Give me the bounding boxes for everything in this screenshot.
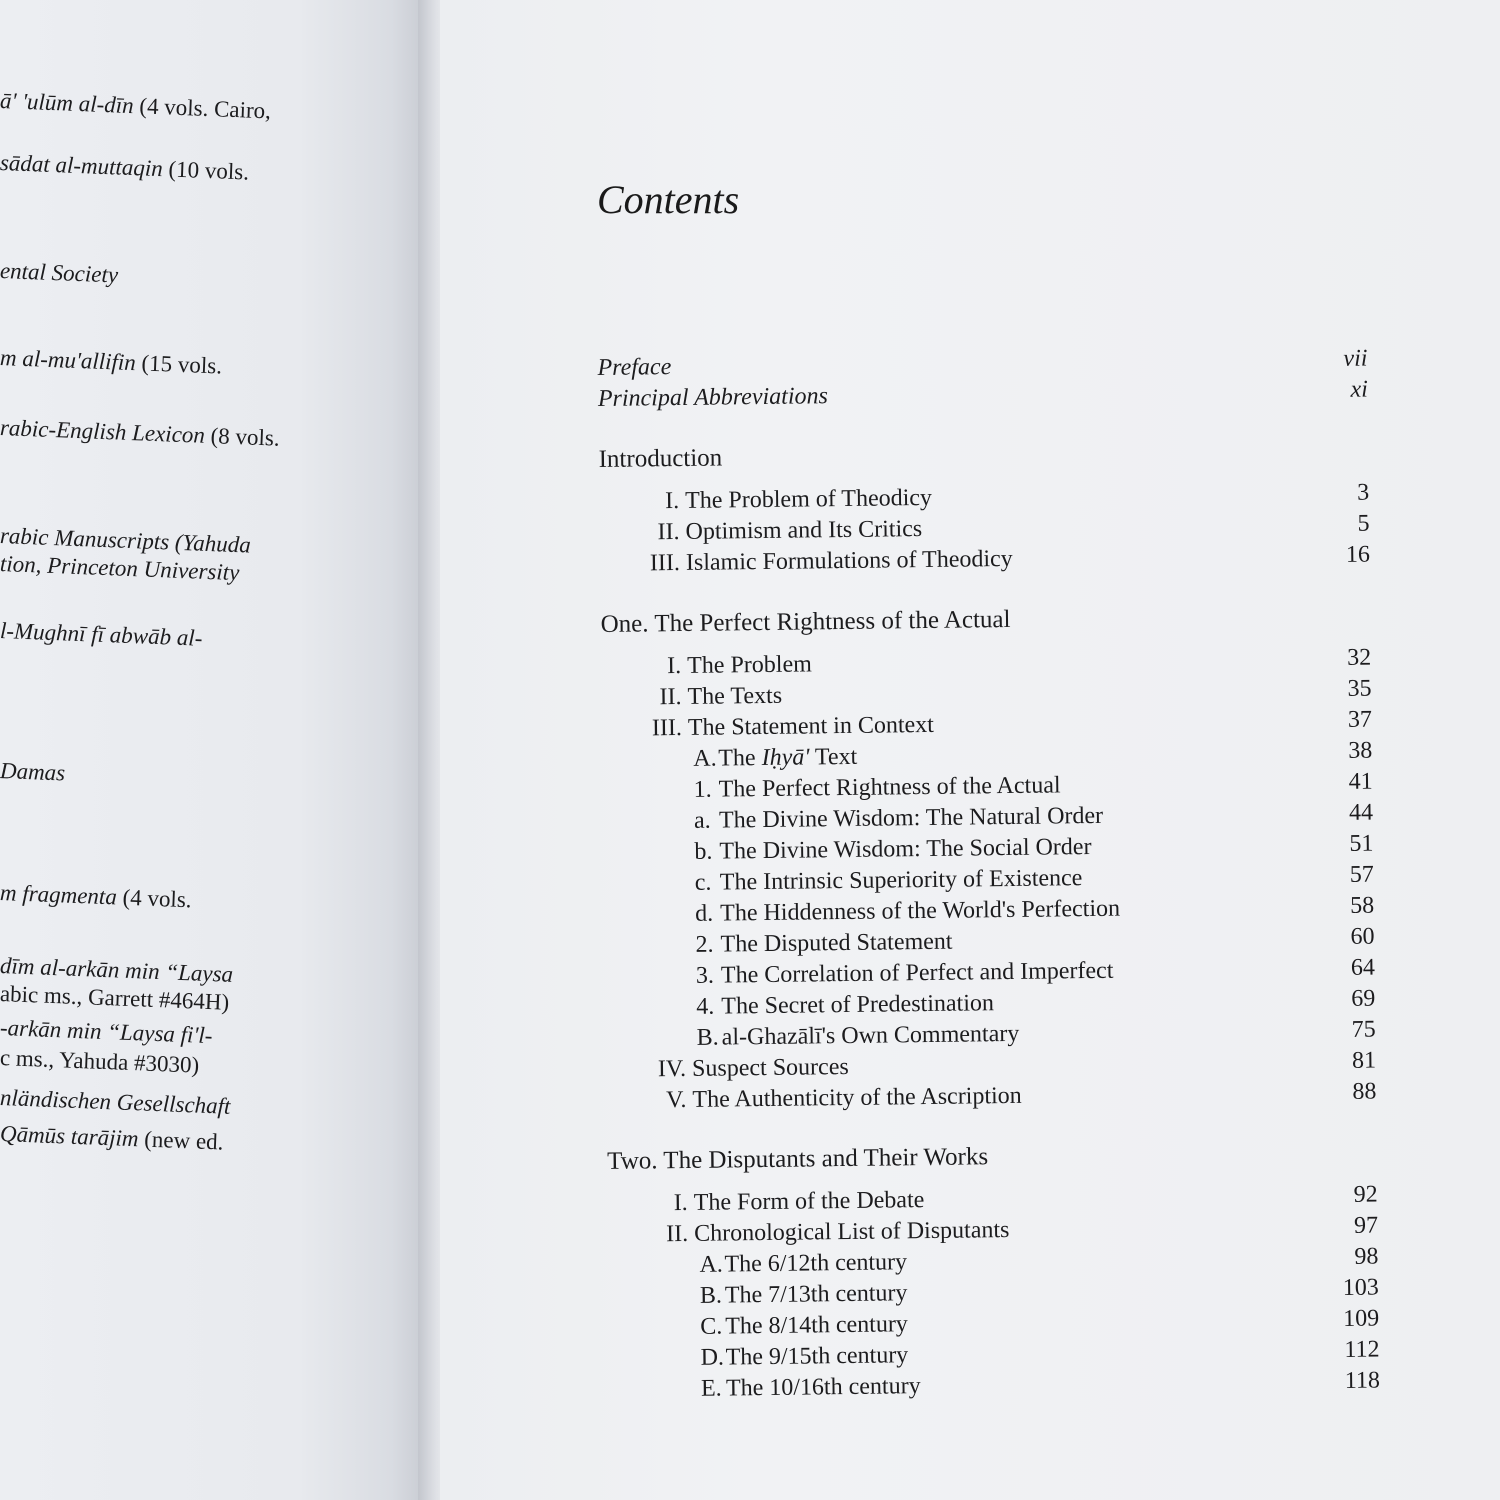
entry-marker: 4. <box>696 993 715 1020</box>
left-page-line <box>0 258 119 289</box>
left-page-line <box>0 415 280 452</box>
page-number: 32 <box>1346 644 1372 671</box>
entry-marker: IV. <box>657 1055 687 1083</box>
page-number: 3 <box>1356 479 1370 506</box>
entry-label: Principal Abbreviations <box>597 383 829 412</box>
chapter-heading <box>600 599 1370 648</box>
left-page <box>0 0 425 1500</box>
entry-marker: I. <box>664 488 680 515</box>
left-page-line <box>0 758 66 786</box>
entry-label: The Disputed Statement <box>720 928 953 958</box>
page-number: 112 <box>1344 1336 1380 1363</box>
line-segment: Damas <box>0 758 66 786</box>
chapter-heading <box>598 434 1368 483</box>
entry-label: Chronological List of Disputants <box>693 1217 1010 1247</box>
line-segment: -arkān min “Laysa fi'l- <box>0 1015 213 1049</box>
line-segment: Qāmūs tarājim <box>0 1121 140 1152</box>
entry-label: Preface <box>597 354 672 381</box>
entry-marker: B. <box>699 1282 723 1309</box>
entry-marker: I. <box>673 1189 688 1217</box>
page-number: 35 <box>1347 675 1372 702</box>
line-segment: abic ms., Garrett #464H) <box>0 981 230 1015</box>
entry-marker: II. <box>659 683 682 711</box>
left-page-line <box>0 880 192 913</box>
entry-marker: b. <box>694 838 713 865</box>
entry-marker: 2. <box>695 931 714 958</box>
entry-marker: V. <box>666 1086 687 1114</box>
entry-label: Introduction <box>598 444 723 473</box>
entry-label: The 10/16th century <box>725 1373 921 1402</box>
left-page-line <box>0 345 222 380</box>
line-segment: c ms., Yahuda #3030) <box>0 1045 200 1078</box>
page-number: 88 <box>1352 1078 1377 1105</box>
page-number: 41 <box>1348 768 1373 795</box>
line-segment: m fragmenta <box>0 880 118 910</box>
line-segment: l-Mughnī fī abwāb al- <box>0 618 203 651</box>
entry-label: The Form of the Debate <box>693 1187 925 1216</box>
line-segment: (4 vols. <box>116 884 193 913</box>
entry-label: The <box>718 745 762 772</box>
page-number: 58 <box>1349 892 1375 919</box>
page-number: 60 <box>1350 923 1375 950</box>
chapter-heading <box>607 1136 1377 1185</box>
left-page-line <box>0 618 203 652</box>
line-segment: ental Society <box>0 258 119 288</box>
left-page-line <box>0 88 271 124</box>
page-number: 44 <box>1348 799 1374 826</box>
table-of-contents <box>597 316 1380 1406</box>
page-number: 37 <box>1347 706 1373 733</box>
page-number: 64 <box>1350 954 1376 981</box>
entry-marker: 3. <box>695 962 715 989</box>
entry-label: The Secret of Predestination <box>721 990 995 1020</box>
page-number: 98 <box>1354 1243 1379 1270</box>
page-number: 103 <box>1342 1274 1379 1301</box>
entry-label-italic: Iḥyā' <box>761 744 810 772</box>
page-number: 5 <box>1357 510 1370 537</box>
entry-label-rest: Text <box>809 743 858 771</box>
entry-label: The Texts <box>687 682 783 710</box>
entry-label: The Statement in Context <box>687 711 935 741</box>
page-number: vii <box>1343 345 1368 372</box>
line-segment: (8 vols. <box>204 422 281 451</box>
entry-label: The Problem <box>687 651 812 679</box>
entry-label: The Authenticity of the Ascription <box>692 1082 1022 1113</box>
entry-marker: C. <box>700 1313 723 1340</box>
entry-marker: d. <box>695 900 714 927</box>
line-segment: dīm al-arkān min “Laysa <box>0 953 234 987</box>
line-segment: (new ed. <box>138 1126 224 1155</box>
left-page-line <box>0 150 249 186</box>
page-number: 69 <box>1351 985 1376 1012</box>
entry-label: One. The Perfect Rightness of the Actual <box>600 605 1011 638</box>
line-segment: ā' 'ulūm al-dīn <box>0 88 135 119</box>
left-page-line <box>0 1121 224 1156</box>
entry-marker: III. <box>649 550 681 577</box>
line-segment: nländischen Gesellschaft <box>0 1085 231 1119</box>
entry-label: Islamic Formulations of Theodicy <box>685 545 1013 576</box>
entry-label: The Problem of Theodicy <box>684 484 933 514</box>
entry-label: The Correlation of Perfect and Imperfect <box>720 957 1114 989</box>
entry-label: The 7/13th century <box>724 1280 908 1309</box>
entry-label: The Perfect Rightness of the Actual <box>718 772 1061 803</box>
page-number: 118 <box>1344 1367 1381 1394</box>
line-segment: rabic Manuscripts (Yahuda <box>0 523 252 558</box>
page-number: 81 <box>1351 1047 1377 1074</box>
entry-marker: A. <box>693 745 717 772</box>
left-page-line <box>0 1085 231 1120</box>
entry-label: Suspect Sources <box>691 1053 849 1082</box>
line-segment: m al-mu'allifin <box>0 345 137 376</box>
entry-marker: 1. <box>693 776 712 803</box>
entry-marker: II. <box>657 519 680 546</box>
entry-label: Optimism and Its Critics <box>685 516 923 545</box>
line-segment: tion, Princeton University <box>0 551 240 586</box>
line-segment: rabic-English Lexicon <box>0 415 206 448</box>
left-page-line <box>0 1045 200 1079</box>
entry-marker: B. <box>696 1024 719 1051</box>
line-segment: (10 vols. <box>162 156 250 185</box>
page-number: 97 <box>1353 1212 1379 1239</box>
entry-marker: III. <box>651 714 683 742</box>
entry-label: The 6/12th century <box>724 1249 908 1278</box>
page-number: 16 <box>1345 541 1371 568</box>
line-segment: (15 vols. <box>135 350 223 379</box>
entry-label: The 9/15th century <box>725 1342 909 1371</box>
page-number: 38 <box>1348 737 1373 764</box>
page-number: xi <box>1350 376 1369 403</box>
entry-marker: II. <box>665 1220 689 1248</box>
entry-marker: D. <box>700 1344 725 1371</box>
line-segment: sādat al-muttaqin <box>0 150 164 182</box>
entry-marker: E. <box>700 1375 722 1402</box>
page-number: 57 <box>1349 861 1374 888</box>
entry-marker: a. <box>693 807 711 834</box>
entry-marker: I. <box>667 652 682 680</box>
entry-label: The Divine Wisdom: The Natural Order <box>718 802 1104 834</box>
entry-label: Two. The Disputants and Their Works <box>607 1143 989 1175</box>
entry-label: The Hiddenness of the World's Perfection <box>720 895 1121 927</box>
entry-label: The 8/14th century <box>725 1311 909 1340</box>
entry-label: al-Ghazālī's Own Commentary <box>721 1020 1020 1051</box>
page-number: 92 <box>1353 1181 1378 1208</box>
entry-marker: c. <box>694 869 712 896</box>
left-page-line <box>0 1015 213 1049</box>
page-number: 51 <box>1349 830 1374 857</box>
entry-label: The Intrinsic Superiority of Existence <box>719 865 1083 896</box>
page-number: 75 <box>1351 1016 1376 1043</box>
entry-marker: A. <box>699 1251 723 1278</box>
entry-label: The Divine Wisdom: The Social Order <box>719 833 1092 865</box>
page-number: 109 <box>1343 1305 1380 1332</box>
page-title: Contents <box>597 177 740 222</box>
line-segment: (4 vols. Cairo, <box>133 93 272 124</box>
